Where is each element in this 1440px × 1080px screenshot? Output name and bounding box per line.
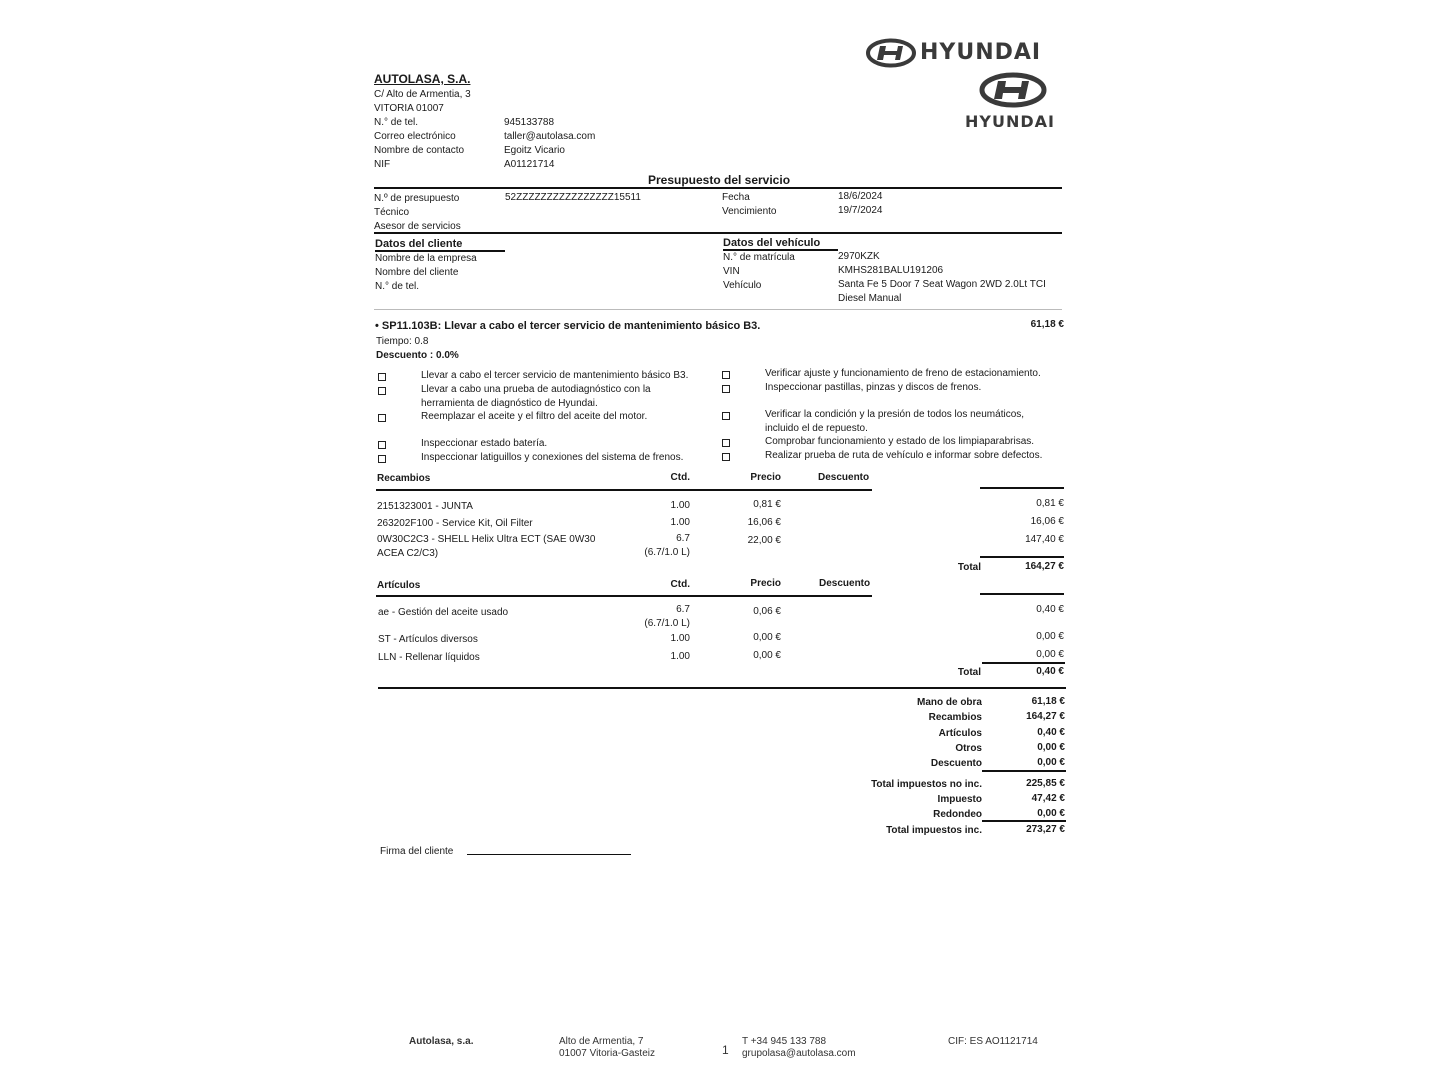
summary-articles-value: 0,40 € (1037, 727, 1065, 738)
articles-total-divider (982, 662, 1065, 664)
table-row-total: 147,40 € (1025, 534, 1064, 545)
signature-line[interactable] (467, 854, 631, 855)
summary-other-label: Otros (955, 743, 982, 754)
parts-total-divider (980, 556, 1064, 558)
date-value: 18/6/2024 (838, 191, 883, 202)
tables-end-divider (378, 687, 1066, 689)
parts-total-label: Total (957, 562, 981, 573)
table-row-name: 0W30C2C3 - SHELL Helix Ultra ECT (SAE 0W30 (377, 534, 596, 545)
task-checkbox[interactable] (722, 371, 730, 379)
company-contact-label: Nombre de contacto (374, 145, 465, 156)
summary-other-value: 0,00 € (1037, 742, 1065, 753)
articles-header-price: Precio (750, 578, 781, 589)
summary-tax-value: 47,42 € (1031, 793, 1065, 804)
articles-total-value: 0,40 € (1036, 666, 1064, 677)
task-label-line2: herramienta de diagnóstico de Hyundai. (421, 398, 598, 409)
table-row-total: 0,00 € (1036, 631, 1064, 642)
task-label: Realizar prueba de ruta de vehículo e informar sobre defectos. (765, 450, 1043, 461)
company-city: VITORIA 01007 (374, 103, 444, 114)
table-row-qty-line2: (6.7/1.0 L) (644, 618, 690, 629)
table-row-price: 16,06 € (747, 517, 781, 528)
plate-value: 2970KZK (838, 251, 880, 262)
table-row-total: 0,40 € (1036, 604, 1064, 615)
summary-rounding-value: 0,00 € (1037, 808, 1065, 819)
table-row-qty: 1.00 (670, 500, 690, 511)
table-row-qty-line2: (6.7/1.0 L) (644, 547, 690, 558)
table-row-name: ST - Artículos diversos (378, 634, 478, 645)
task-checkbox[interactable] (378, 455, 386, 463)
task-checkbox[interactable] (378, 441, 386, 449)
table-row-name: LLN - Rellenar líquidos (378, 652, 480, 663)
company-nif-value: A01121714 (504, 159, 555, 170)
table-row-qty: 6.7 (676, 604, 690, 615)
summary-parts-label: Recambios (928, 712, 982, 723)
table-row-total: 16,06 € (1030, 516, 1064, 527)
parts-total-value: 164,27 € (1025, 561, 1064, 572)
task-checkbox[interactable] (378, 373, 386, 381)
articles-header-qty: Ctd. (670, 579, 690, 590)
task-label: Comprobar funcionamiento y estado de los limpiaparabrisas. (765, 436, 1035, 447)
hyundai-wordmark: HYUNDAI (920, 40, 1042, 65)
parts-header-name: Recambios (377, 473, 431, 484)
task-label: Verificar ajuste y funcionamiento de freno de estacionamiento. (765, 368, 1041, 379)
footer-phone: T +34 945 133 788 (742, 1036, 827, 1047)
summary-articles-label: Artículos (938, 728, 982, 739)
table-row-total: 0,00 € (1036, 649, 1064, 660)
client-company-label: Nombre de la empresa (375, 253, 477, 264)
date-label: Fecha (722, 192, 750, 203)
table-row-name: ae - Gestión del aceite usado (378, 607, 509, 618)
client-heading: Datos del cliente (375, 238, 463, 250)
company-phone-label: N.° de tel. (374, 117, 419, 128)
summary-labor-value: 61,18 € (1031, 696, 1065, 707)
title-divider (374, 187, 1062, 189)
summary-grand-total-value: 273,27 € (1026, 824, 1065, 835)
task-checkbox[interactable] (378, 387, 386, 395)
technician-label: Técnico (374, 207, 410, 218)
company-email-value: taller@autolasa.com (504, 131, 596, 142)
articles-header-name: Artículos (377, 580, 421, 591)
client-phone-label: N.° de tel. (375, 281, 420, 292)
summary-net-value: 225,85 € (1026, 778, 1065, 789)
table-row-qty: 1.00 (670, 651, 690, 662)
vehicle-heading: Datos del vehículo (723, 237, 821, 249)
parts-total-header-divider (980, 487, 1064, 489)
table-row-price: 22,00 € (747, 535, 781, 546)
task-checkbox[interactable] (722, 439, 730, 447)
task-label: Llevar a cabo el tercer servicio de mantenimiento básico B3. (421, 370, 689, 381)
parts-header-price: Precio (750, 472, 781, 483)
footer-company: Autolasa, s.a. (409, 1036, 474, 1047)
articles-total-header-divider (980, 593, 1064, 595)
company-contact-value: Egoitz Vicario (504, 145, 565, 156)
service-price: 61,18 € (1030, 319, 1064, 330)
table-row-qty: 6.7 (676, 533, 690, 544)
vin-label: VIN (723, 266, 740, 277)
table-row-price: 0,06 € (753, 606, 781, 617)
footer-email: grupolasa@autolasa.com (742, 1048, 856, 1059)
summary-divider (982, 770, 1066, 772)
parts-header-qty: Ctd. (670, 472, 690, 483)
due-date-value: 19/7/2024 (838, 205, 883, 216)
table-row-price: 0,81 € (753, 499, 781, 510)
summary-rounding-divider (982, 820, 1066, 822)
company-phone-value: 945133788 (504, 117, 555, 128)
articles-header-discount: Descuento (819, 578, 871, 589)
summary-rounding-label: Redondeo (933, 809, 982, 820)
service-time: Tiempo: 0.8 (376, 336, 429, 347)
summary-net-label: Total impuestos no inc. (871, 779, 982, 790)
company-name: AUTOLASA, S.A. (374, 72, 471, 86)
task-checkbox[interactable] (722, 453, 730, 461)
vehicle-label: Vehículo (723, 280, 762, 291)
task-label: Verificar la condición y la presión de todos los neumáticos, (765, 409, 1025, 420)
vin-value: KMHS281BALU191206 (838, 265, 944, 276)
table-row-name-line2: ACEA C2/C3) (377, 548, 439, 559)
vehicle-value: Santa Fe 5 Door 7 Seat Wagon 2WD 2.0Lt TCI (838, 279, 1046, 290)
hyundai-logo-icon (978, 72, 1048, 108)
table-row-price: 0,00 € (753, 632, 781, 643)
company-email-label: Correo electrónico (374, 131, 456, 142)
task-label: Reemplazar el aceite y el filtro del aceite del motor. (421, 411, 648, 422)
footer-cif: CIF: ES AO1121714 (948, 1036, 1038, 1047)
articles-header-divider (376, 595, 872, 597)
company-nif-label: NIF (374, 159, 391, 170)
company-address: C/ Alto de Armentia, 3 (374, 89, 471, 100)
quote-divider (374, 232, 1062, 234)
plate-label: N.° de matrícula (723, 252, 795, 263)
table-row-qty: 1.00 (670, 633, 690, 644)
table-row-qty: 1.00 (670, 517, 690, 528)
signature-label: Firma del cliente (380, 846, 454, 857)
task-checkbox[interactable] (722, 412, 730, 420)
task-label: Inspeccionar estado batería. (421, 438, 548, 449)
vehicle-divider (374, 309, 1062, 310)
summary-parts-value: 164,27 € (1026, 711, 1065, 722)
document-title: Presupuesto del servicio (647, 173, 791, 187)
footer-page-number: 1 (722, 1043, 729, 1057)
summary-tax-label: Impuesto (937, 794, 982, 805)
quote-number-label: N.º de presupuesto (374, 193, 460, 204)
vehicle-value-line2: Diesel Manual (838, 293, 902, 304)
hyundai-logo-icon (866, 38, 916, 68)
hyundai-wordmark-small: HYUNDAI (965, 112, 1055, 131)
table-row-name: 263202F100 - Service Kit, Oil Filter (377, 518, 533, 529)
table-row-name: 2151323001 - JUNTA (377, 501, 473, 512)
due-date-label: Vencimiento (722, 206, 777, 217)
client-name-label: Nombre del cliente (375, 267, 459, 278)
parts-header-discount: Descuento (818, 472, 870, 483)
summary-discount-label: Descuento (930, 758, 982, 769)
footer-address-line1: Alto de Armentia, 7 (559, 1036, 644, 1047)
footer-address-line2: 01007 Vitoria-Gasteiz (559, 1048, 655, 1059)
table-row-total: 0,81 € (1036, 498, 1064, 509)
task-label: Inspeccionar pastillas, pinzas y discos de frenos. (765, 382, 982, 393)
articles-total-label: Total (957, 667, 981, 678)
table-row-price: 0,00 € (753, 650, 781, 661)
task-label-line2: incluido el de repuesto. (765, 423, 868, 434)
service-title: • SP11.103B: Llevar a cabo el tercer servicio de mantenimiento básico B3. (375, 320, 761, 332)
hyundai-stacked-logo (962, 72, 1062, 132)
vehicle-heading-underline (723, 249, 838, 251)
quote-number-value: 52ZZZZZZZZZZZZZZZZ15511 (505, 192, 641, 203)
parts-header-divider (376, 489, 872, 491)
task-checkbox[interactable] (378, 414, 386, 422)
service-advisor-label: Asesor de servicios (374, 221, 461, 232)
summary-discount-value: 0,00 € (1037, 757, 1065, 768)
service-discount: Descuento : 0.0% (376, 350, 459, 361)
task-checkbox[interactable] (722, 385, 730, 393)
client-heading-underline (375, 250, 505, 252)
task-label: Llevar a cabo una prueba de autodiagnóstico con la (421, 384, 651, 395)
summary-grand-total-label: Total impuestos inc. (886, 825, 982, 836)
task-label: Inspeccionar latiguillos y conexiones del sistema de frenos. (421, 452, 684, 463)
summary-labor-label: Mano de obra (916, 697, 982, 708)
